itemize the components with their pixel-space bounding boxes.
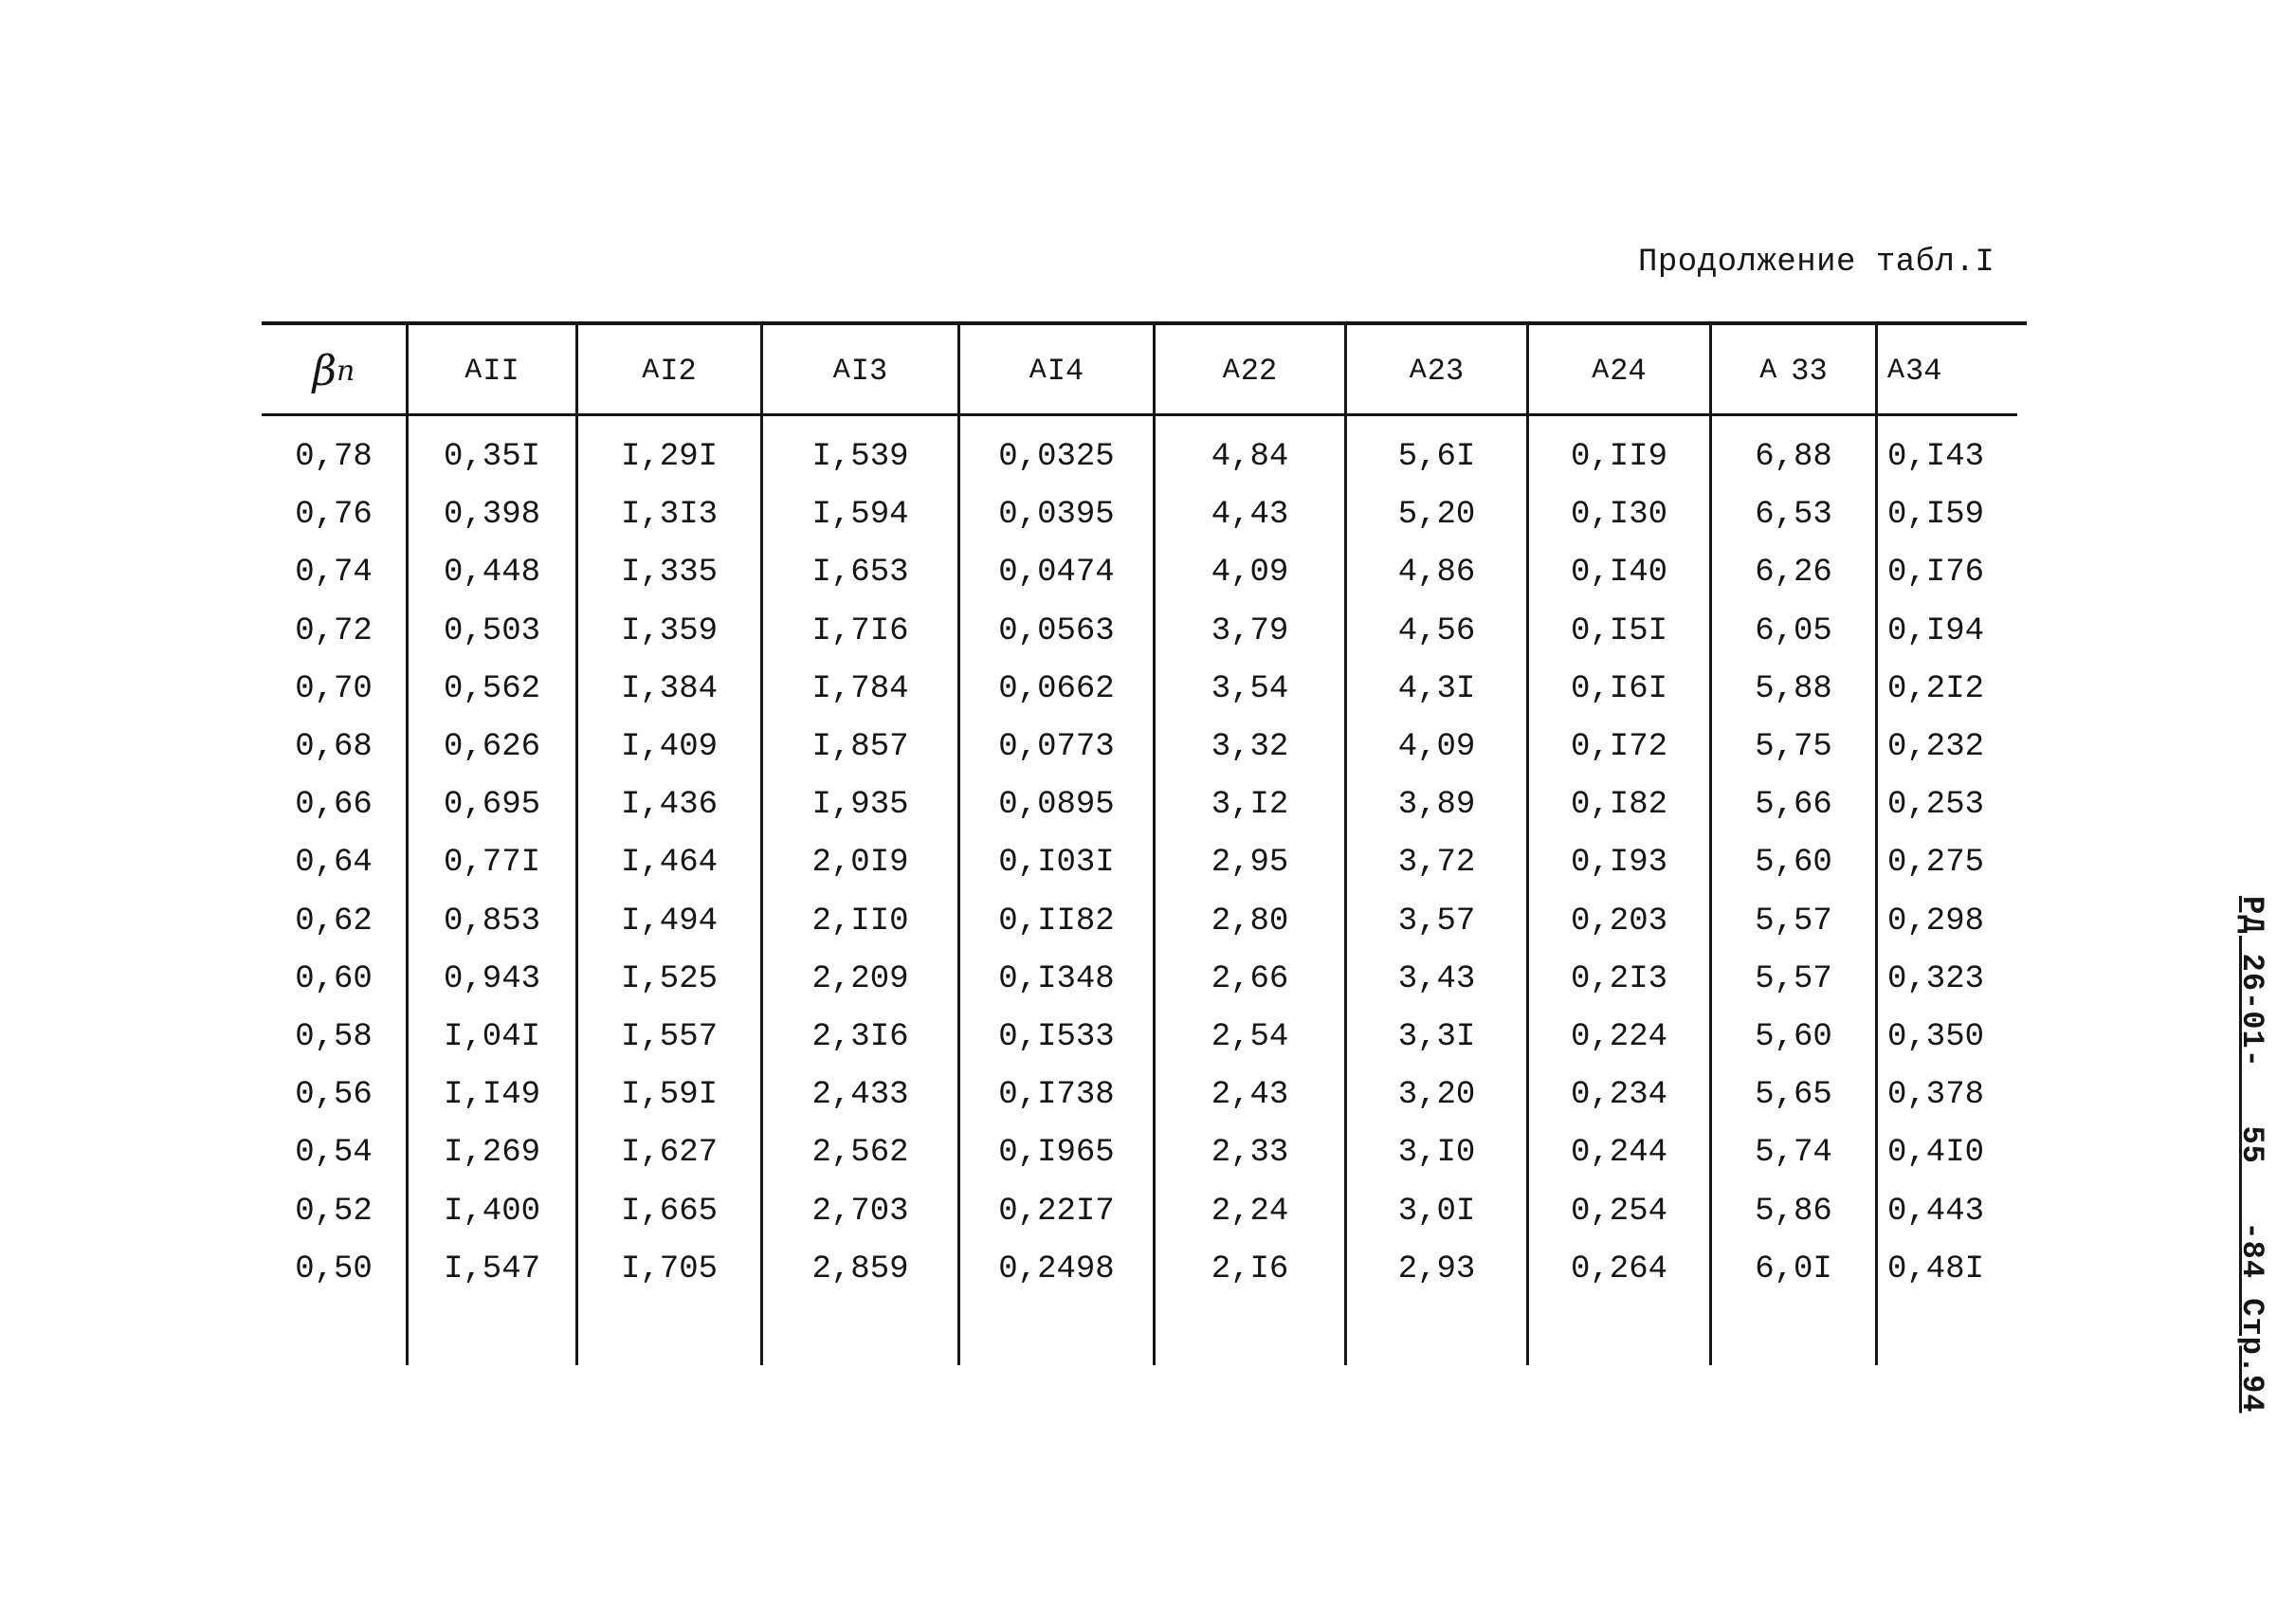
coefficient-value: I,7I6 [811, 613, 909, 649]
coefficient-value: 0,943 [443, 961, 541, 997]
table-row [0, 1183, 2295, 1241]
coefficient-value: 2,859 [811, 1251, 909, 1287]
coefficient-value: 2,209 [811, 961, 909, 997]
coefficient-value: 0,0773 [998, 729, 1115, 765]
coefficient-value: 2,II0 [811, 903, 909, 940]
coefficient-value: 2,562 [811, 1135, 909, 1171]
header-a11-main: A [464, 355, 483, 387]
coefficient-value: 0,695 [443, 787, 541, 823]
coefficient-value: 0,22I7 [998, 1194, 1115, 1230]
coefficient-value: 0,I94 [1887, 613, 1985, 649]
coefficient-value: 0,I6I [1570, 671, 1668, 707]
coefficient-value: 3,54 [1211, 671, 1289, 707]
coefficient-value: I,665 [620, 1194, 719, 1230]
coefficient-value: 0,853 [443, 903, 541, 940]
coefficient-value: 0,35I [443, 439, 541, 475]
coefficient-value: 2,I6 [1211, 1251, 1289, 1287]
coefficient-value: 0,I533 [998, 1019, 1115, 1055]
coefficient-value: 2,703 [811, 1194, 909, 1230]
coefficient-value: I,935 [811, 787, 909, 823]
coefficient-value: 6,05 [1755, 613, 1832, 649]
beta-value: 0,62 [295, 903, 373, 940]
coefficient-value: 0,II9 [1570, 439, 1668, 475]
header-a13-main: A [832, 355, 850, 387]
table-top-rule [262, 321, 2027, 325]
coefficient-value: 0,I93 [1570, 845, 1668, 881]
coefficient-value: 0,562 [443, 671, 541, 707]
header-a34 [1878, 327, 1992, 414]
coefficient-value: 5,88 [1755, 671, 1832, 707]
header-a22-sub: 22 [1240, 353, 1278, 389]
coefficient-value: 0,224 [1570, 1019, 1668, 1055]
beta-value: 0,72 [295, 613, 373, 649]
coefficient-value: 0,I72 [1570, 729, 1668, 765]
coefficient-value: I,59I [620, 1077, 719, 1113]
coefficient-value: 5,20 [1397, 497, 1476, 533]
coefficient-value: I,784 [811, 671, 909, 707]
coefficient-value: I,594 [811, 497, 909, 533]
table-row [0, 1241, 2295, 1299]
coefficient-value: 3,20 [1397, 1077, 1476, 1113]
table-row [0, 951, 2295, 1009]
coefficient-value: 0,298 [1887, 903, 1985, 940]
table-row [0, 776, 2295, 834]
header-a13-sub: I3 [850, 353, 888, 389]
coefficient-value: 0,503 [443, 613, 541, 649]
coefficient-value: 3,0I [1397, 1194, 1476, 1230]
coefficient-value: 0,I40 [1570, 555, 1668, 591]
coefficient-value: 0,I59 [1887, 497, 1985, 533]
coefficient-value: 0,48I [1887, 1251, 1985, 1287]
coefficient-value: 6,53 [1755, 497, 1832, 533]
coefficient-value: 0,232 [1887, 729, 1985, 765]
beta-value: 0,70 [295, 671, 373, 707]
coefficient-value: 0,I5I [1570, 613, 1668, 649]
coefficient-value: I,525 [620, 961, 719, 997]
coefficient-value: 5,66 [1755, 787, 1832, 823]
header-beta [262, 327, 406, 414]
coefficient-value: 0,I30 [1570, 497, 1668, 533]
coefficient-value: 5,86 [1755, 1194, 1832, 1230]
coefficient-value: 0,II82 [998, 903, 1115, 940]
coefficient-value: 0,378 [1887, 1077, 1985, 1113]
coefficient-value: 0,I965 [998, 1135, 1115, 1171]
coefficient-value: 6,26 [1755, 555, 1832, 591]
table-row [0, 544, 2295, 602]
beta-value: 0,76 [295, 497, 373, 533]
coefficient-value: 3,43 [1397, 961, 1476, 997]
beta-value: 0,66 [295, 787, 373, 823]
coefficient-value: 0,264 [1570, 1251, 1668, 1287]
header-a34-sub: 34 [1905, 353, 1942, 389]
coefficient-value: 0,4I0 [1887, 1135, 1985, 1171]
coefficient-value: 5,65 [1755, 1077, 1832, 1113]
header-a23-main: A [1409, 355, 1427, 387]
header-beta-sub: п [337, 354, 355, 388]
coefficient-value: 0,I76 [1887, 555, 1985, 591]
coefficient-value: 3,I0 [1397, 1135, 1476, 1171]
coefficient-value: I,857 [811, 729, 909, 765]
coefficient-value: I,547 [443, 1251, 541, 1287]
coefficient-value: 0,275 [1887, 845, 1985, 881]
coefficient-value: 0,254 [1570, 1194, 1668, 1230]
side-document-code: РД 26-01- 55 -84 Стр.94 [2234, 896, 2269, 1414]
coefficient-value: 3,I2 [1211, 787, 1289, 823]
beta-value: 0,74 [295, 555, 373, 591]
coefficient-value: 3,57 [1397, 903, 1476, 940]
header-a23 [1347, 327, 1526, 414]
beta-value: 0,60 [295, 961, 373, 997]
header-a14 [960, 327, 1153, 414]
coefficient-value: 0,2498 [998, 1251, 1115, 1287]
coefficient-value: 0,398 [443, 497, 541, 533]
coefficient-value: I,557 [620, 1019, 719, 1055]
coefficient-value: 0,448 [443, 555, 541, 591]
coefficient-value: 0,I43 [1887, 439, 1985, 475]
beta-value: 0,78 [295, 439, 373, 475]
coefficient-value: 4,3I [1397, 671, 1476, 707]
beta-value: 0,54 [295, 1135, 373, 1171]
header-a11 [409, 327, 575, 414]
coefficient-value: 3,79 [1211, 613, 1289, 649]
header-a24 [1529, 327, 1709, 414]
coefficient-value: I,335 [620, 555, 719, 591]
coefficient-value: 5,57 [1755, 961, 1832, 997]
header-a14-sub: I4 [1047, 353, 1084, 389]
header-a13 [763, 327, 957, 414]
coefficient-value: I,705 [620, 1251, 719, 1287]
coefficient-value: 4,56 [1397, 613, 1476, 649]
coefficient-value: 0,350 [1887, 1019, 1985, 1055]
coefficient-value: 0,0895 [998, 787, 1115, 823]
table-row [0, 661, 2295, 719]
coefficient-value: 3,32 [1211, 729, 1289, 765]
header-a24-sub: 24 [1610, 353, 1647, 389]
coefficient-value: 4,09 [1211, 555, 1289, 591]
coefficient-value: 2,3I6 [811, 1019, 909, 1055]
coefficient-value: I,269 [443, 1135, 541, 1171]
coefficient-value: 0,I738 [998, 1077, 1115, 1113]
coefficient-value: 0,I03I [998, 845, 1115, 881]
header-a22-main: A [1222, 355, 1240, 387]
beta-value: 0,68 [295, 729, 373, 765]
table-row [0, 1124, 2295, 1182]
coefficient-value: I,400 [443, 1194, 541, 1230]
coefficient-value: I,494 [620, 903, 719, 940]
coefficient-value: 2,93 [1397, 1251, 1476, 1287]
coefficient-value: 5,6I [1397, 439, 1476, 475]
coefficient-value: 0,244 [1570, 1135, 1668, 1171]
coefficient-value: 0,253 [1887, 787, 1985, 823]
table-row [0, 486, 2295, 544]
coefficient-value: 3,3I [1397, 1019, 1476, 1055]
coefficient-value: I,384 [620, 671, 719, 707]
table-row [0, 1009, 2295, 1067]
coefficient-value: 0,I82 [1570, 787, 1668, 823]
table-row [0, 429, 2295, 486]
coefficient-value: 0,626 [443, 729, 541, 765]
coefficient-value: 0,77I [443, 845, 541, 881]
coefficient-value: 4,09 [1397, 729, 1476, 765]
coefficient-value: I,29I [620, 439, 719, 475]
coefficient-value: 2,0I9 [811, 845, 909, 881]
coefficient-value: 0,234 [1570, 1077, 1668, 1113]
coefficient-value: I,I49 [443, 1077, 541, 1113]
coefficient-value: I,539 [811, 439, 909, 475]
table-row [0, 834, 2295, 892]
coefficient-value: 5,60 [1755, 845, 1832, 881]
coefficient-value: 2,80 [1211, 903, 1289, 940]
coefficient-value: I,359 [620, 613, 719, 649]
coefficient-value: 5,75 [1755, 729, 1832, 765]
coefficient-value: 5,74 [1755, 1135, 1832, 1171]
coefficient-value: 5,60 [1755, 1019, 1832, 1055]
coefficient-value: 0,2I3 [1570, 961, 1668, 997]
coefficient-value: 0,2I2 [1887, 671, 1985, 707]
table-caption: Продолжение табл.I [1638, 245, 1995, 281]
header-a33-main: A [1759, 355, 1777, 387]
coefficient-value: 2,43 [1211, 1077, 1289, 1113]
coefficient-value: 0,0395 [998, 497, 1115, 533]
table-row [0, 719, 2295, 776]
coefficient-value: I,653 [811, 555, 909, 591]
coefficient-value: 2,95 [1211, 845, 1289, 881]
coefficient-value: 5,57 [1755, 903, 1832, 940]
header-a12 [578, 327, 760, 414]
beta-value: 0,50 [295, 1251, 373, 1287]
coefficient-value: 3,89 [1397, 787, 1476, 823]
coefficient-value: I,04I [443, 1019, 541, 1055]
header-a33-sub: 33 [1791, 353, 1828, 389]
coefficient-value: 2,54 [1211, 1019, 1289, 1055]
coefficient-value: 3,72 [1397, 845, 1476, 881]
header-beta-symbol: β [312, 346, 337, 395]
table-row [0, 1067, 2295, 1124]
header-a23-sub: 23 [1427, 353, 1465, 389]
coefficient-value: 0,0662 [998, 671, 1115, 707]
coefficient-value: 4,86 [1397, 555, 1476, 591]
header-a34-main: A [1887, 355, 1905, 387]
beta-value: 0,52 [295, 1194, 373, 1230]
coefficient-value: 0,323 [1887, 961, 1985, 997]
beta-value: 0,58 [295, 1019, 373, 1055]
coefficient-value: 2,24 [1211, 1194, 1289, 1230]
coefficient-value: 0,203 [1570, 903, 1668, 940]
table-row [0, 893, 2295, 951]
beta-value: 0,56 [295, 1077, 373, 1113]
coefficient-value: 2,433 [811, 1077, 909, 1113]
header-a12-sub: I2 [660, 353, 697, 389]
coefficient-value: 0,0325 [998, 439, 1115, 475]
coefficient-value: I,436 [620, 787, 719, 823]
coefficient-value: I,464 [620, 845, 719, 881]
header-a14-main: A [1029, 355, 1047, 387]
coefficient-value: I,627 [620, 1135, 719, 1171]
coefficient-value: 4,43 [1211, 497, 1289, 533]
coefficient-value: 6,88 [1755, 439, 1832, 475]
coefficient-value: 6,0I [1755, 1251, 1832, 1287]
header-a22 [1156, 327, 1344, 414]
coefficient-value: I,409 [620, 729, 719, 765]
table-row [0, 603, 2295, 661]
coefficient-value: 2,33 [1211, 1135, 1289, 1171]
coefficient-value: 0,I348 [998, 961, 1115, 997]
coefficient-value: 0,0563 [998, 613, 1115, 649]
header-a24-main: A [1592, 355, 1610, 387]
coefficient-value: 0,443 [1887, 1194, 1985, 1230]
coefficient-value: I,3I3 [620, 497, 719, 533]
header-a12-main: A [642, 355, 660, 387]
coefficient-value: 2,66 [1211, 961, 1289, 997]
coefficient-value: 0,0474 [998, 555, 1115, 591]
beta-value: 0,64 [295, 845, 373, 881]
header-a33 [1712, 327, 1875, 414]
header-a11-sub: II [483, 353, 519, 389]
coefficient-value: 4,84 [1211, 439, 1289, 475]
